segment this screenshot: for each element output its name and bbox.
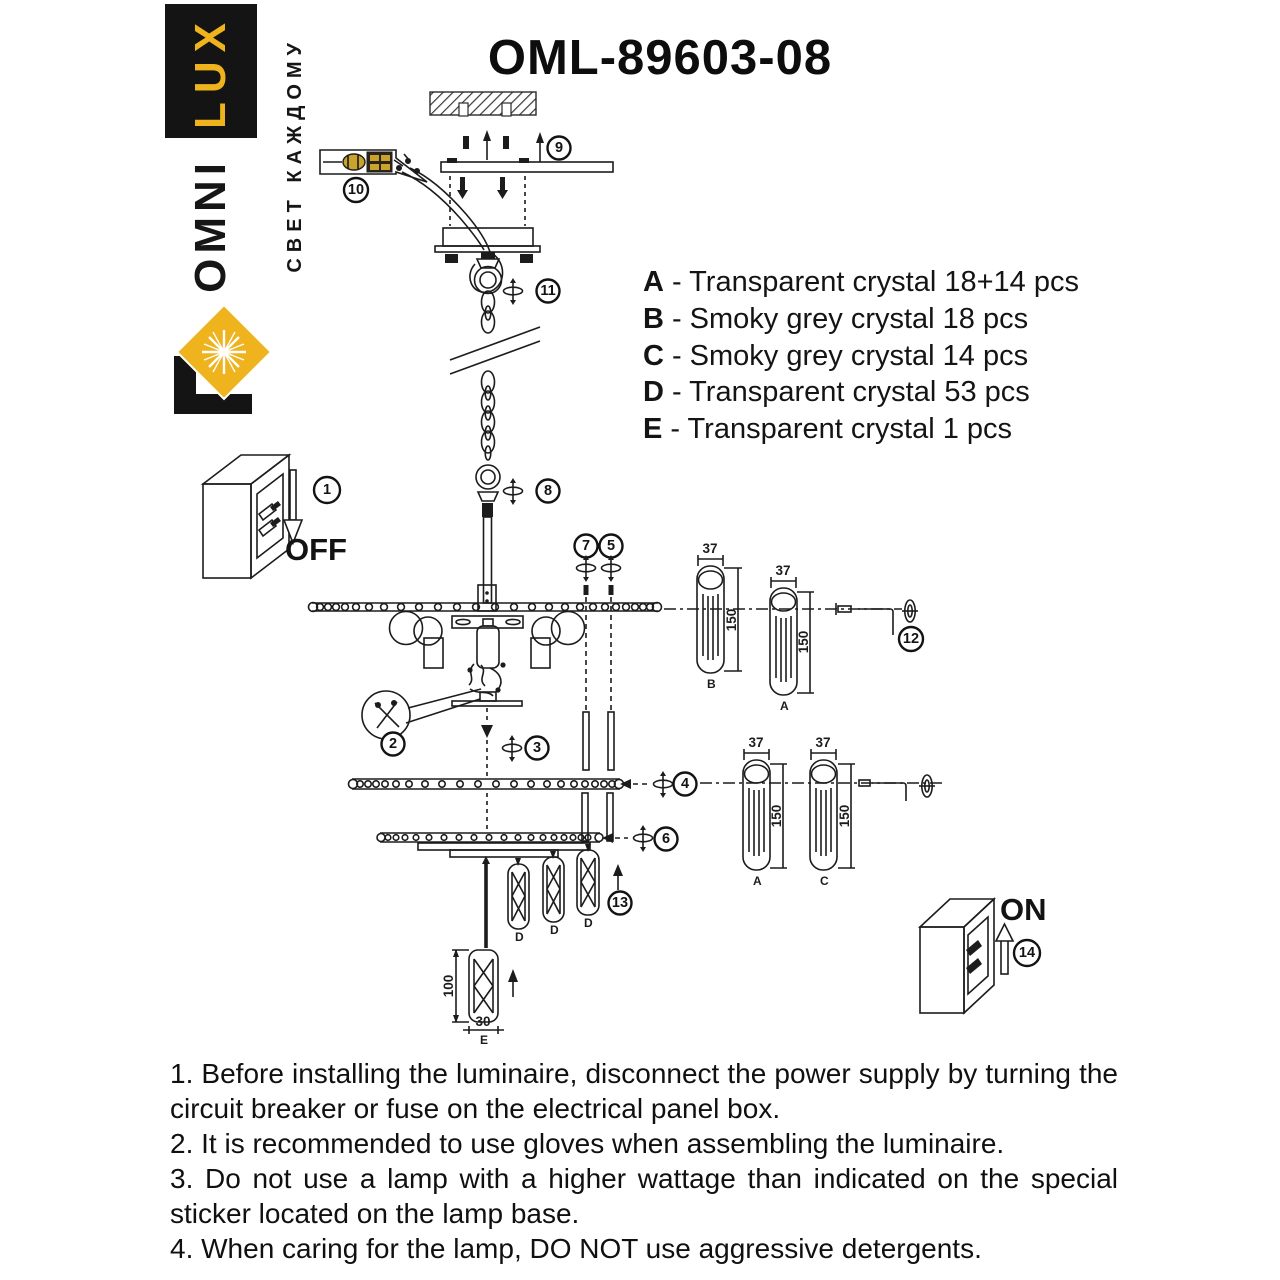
legend-item-b: B - Smoky grey crystal 18 pcs [643, 302, 1029, 335]
svg-text:B: B [707, 677, 716, 691]
callout-10 [344, 178, 368, 202]
svg-text:37: 37 [702, 541, 718, 556]
stem-rod [482, 503, 493, 603]
svg-text:14: 14 [1018, 945, 1036, 961]
safety-instructions [170, 1056, 1118, 1266]
svg-text:4: 4 [680, 776, 690, 792]
ceiling-hatch [430, 92, 536, 116]
svg-text:E: E [480, 1033, 489, 1047]
callout-9 [536, 132, 571, 162]
callout-7 [575, 535, 598, 583]
callout-2-pliers [362, 689, 481, 756]
svg-text:100: 100 [441, 974, 456, 998]
detail-pin-lower [859, 775, 935, 801]
lamp-cluster [390, 612, 585, 707]
callout-11 [504, 278, 560, 305]
svg-text:D: D [550, 923, 559, 937]
svg-text:A: A [780, 699, 789, 713]
crystal-d2 [543, 851, 564, 937]
svg-text:37: 37 [748, 735, 764, 750]
svg-text:1: 1 [322, 482, 332, 498]
legend-item-c: C - Smoky grey crystal 14 pcs [643, 339, 1029, 372]
svg-text:5: 5 [606, 538, 616, 554]
crystal-e [441, 856, 518, 1047]
legend-item-a: A - Transparent crystal 18+14 pcs [643, 266, 1079, 298]
svg-text:30: 30 [475, 1014, 491, 1029]
brand-omni-text: OMNI [186, 157, 235, 293]
svg-text:6: 6 [661, 831, 671, 847]
breaker-off [203, 455, 347, 578]
detail-crystal-a1 [770, 563, 814, 713]
legend-item-d: D - Transparent crystal 53 pcs [643, 376, 1030, 409]
svg-text:12: 12 [902, 631, 920, 647]
callout-5 [600, 535, 623, 583]
page-title: OML-89603-08 [487, 31, 833, 85]
on-label: ON [1000, 892, 1047, 927]
svg-text:D: D [584, 916, 593, 930]
chain [450, 267, 540, 502]
crystal-rods-upper [583, 585, 614, 770]
callout-3 [481, 708, 549, 776]
svg-text:37: 37 [815, 735, 831, 750]
canopy [435, 228, 540, 268]
svg-text:150: 150 [796, 630, 811, 654]
instruction-4: 4. When caring for the lamp, DO NOT use aggressive detergents. [170, 1233, 982, 1264]
brand-lux-text: LUX [186, 13, 235, 129]
svg-text:11: 11 [540, 283, 556, 299]
mounting-screws-up [463, 130, 509, 160]
detail-crystal-c [810, 735, 855, 888]
instruction-1: 1. Before installing the luminaire, disconnect the power supply by turning the circuit breaker or fuse on the electrical panel box. [170, 1058, 1118, 1124]
breaker-on [920, 892, 1047, 1013]
callout-13 [609, 864, 632, 915]
instruction-2: 2. It is recommended to use gloves when assembling the luminaire. [170, 1128, 1005, 1159]
detail-crystal-a2 [743, 735, 787, 888]
svg-text:13: 13 [611, 895, 629, 911]
callout-8 [504, 478, 560, 505]
callout-12 [836, 600, 923, 651]
tier-lower [377, 833, 603, 857]
svg-text:8: 8 [543, 483, 553, 499]
svg-text:D: D [515, 930, 524, 944]
svg-text:10: 10 [347, 182, 365, 198]
off-label: OFF [285, 532, 347, 567]
crystal-d3 [577, 844, 599, 930]
svg-text:2: 2 [388, 736, 398, 752]
legend-item-e: E - Transparent crystal 1 pcs [643, 413, 1013, 446]
svg-text:A: A [753, 874, 762, 888]
svg-text:3: 3 [532, 740, 542, 756]
crystal-d1 [508, 858, 529, 944]
svg-text:150: 150 [724, 608, 739, 632]
tier-middle [349, 779, 624, 841]
svg-text:150: 150 [837, 804, 852, 828]
instruction-3: 3. Do not use a lamp with a higher wattage than indicated on the special sticker located on the lamp base. [170, 1163, 1118, 1229]
svg-text:150: 150 [769, 804, 784, 828]
svg-text:7: 7 [581, 538, 591, 554]
callout-4 [620, 771, 697, 798]
svg-text:37: 37 [775, 563, 791, 578]
detail-crystal-b [697, 541, 742, 691]
brand-tagline-text: СВЕТ КАЖДОМУ [283, 37, 306, 273]
svg-text:9: 9 [554, 140, 564, 156]
svg-text:C: C [820, 874, 829, 888]
